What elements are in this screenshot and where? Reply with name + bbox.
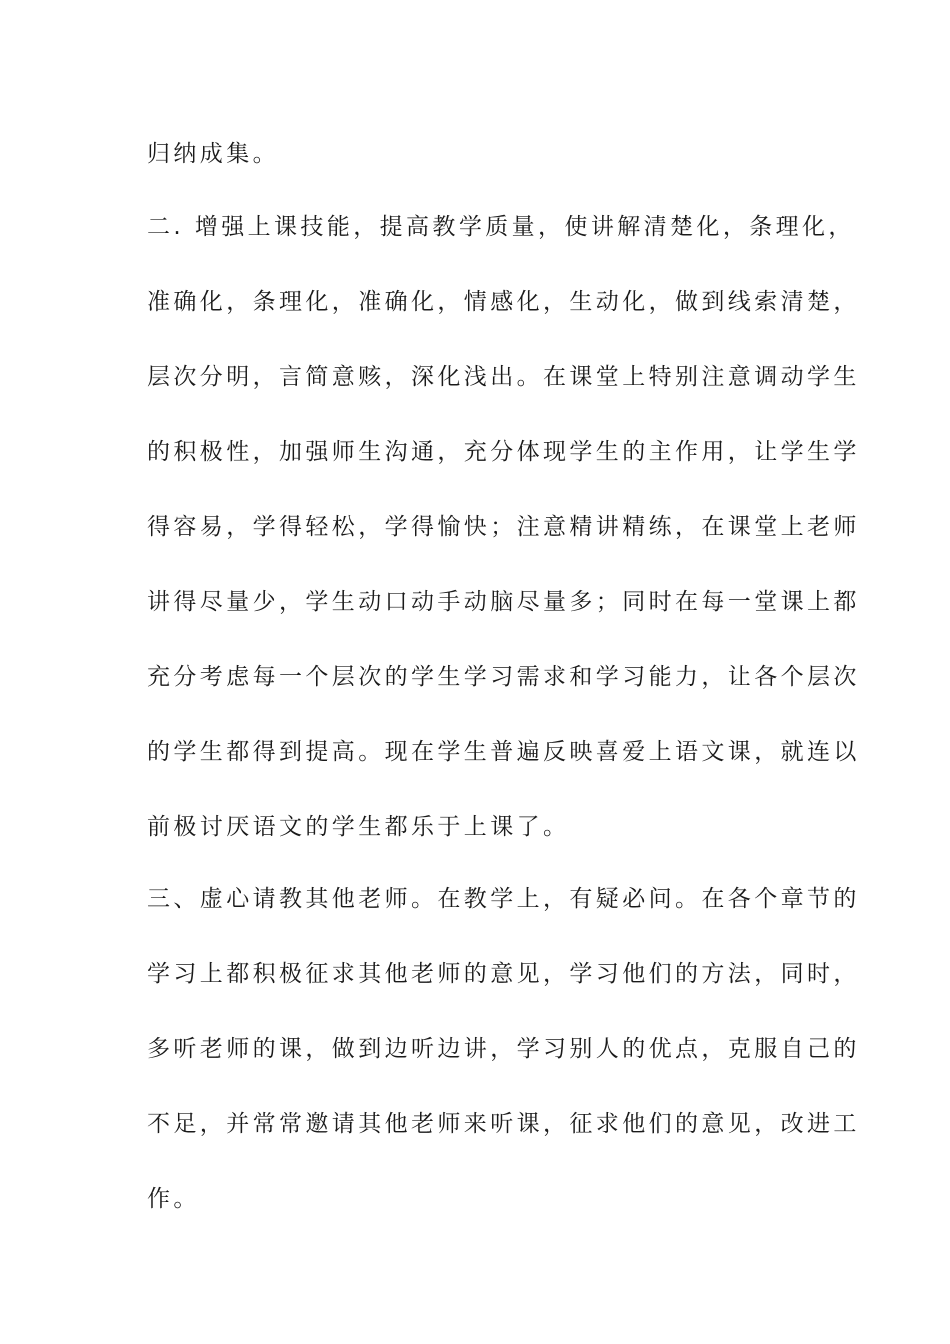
text-line: 二. 增强上课技能，提高教学质量，使讲解清楚化，条理化， — [147, 214, 855, 240]
text-line: 准确化，条理化，准确化，情感化，生动化，做到线索清楚， — [147, 289, 860, 315]
text-line: 充分考虑每一个层次的学生学习需求和学习能力，让各个层次 — [147, 664, 860, 690]
text-line: 学习上都积极征求其他老师的意见，学习他们的方法，同时， — [147, 961, 860, 987]
text-line: 三、虚心请教其他老师。在教学上，有疑必问。在各个章节的 — [147, 886, 860, 912]
text-line: 归纳成集。 — [147, 141, 279, 167]
text-line: 作。 — [147, 1186, 200, 1212]
text-line: 多听老师的课，做到边听边讲，学习别人的优点，克服自己的 — [147, 1036, 860, 1062]
text-line: 前极讨厌语文的学生都乐于上课了。 — [147, 814, 570, 840]
text-line: 得容易，学得轻松，学得愉快；注意精讲精练，在课堂上老师 — [147, 514, 860, 540]
text-line: 讲得尽量少，学生动口动手动脑尽量多；同时在每一堂课上都 — [147, 589, 860, 615]
text-line: 的学生都得到提高。现在学生普遍反映喜爱上语文课，就连以 — [147, 739, 860, 765]
text-line: 的积极性，加强师生沟通，充分体现学生的主作用，让学生学 — [147, 439, 860, 465]
text-line: 层次分明，言简意赅，深化浅出。在课堂上特别注意调动学生 — [147, 364, 860, 390]
text-line: 不足，并常常邀请其他老师来听课，征求他们的意见，改进工 — [147, 1111, 860, 1137]
